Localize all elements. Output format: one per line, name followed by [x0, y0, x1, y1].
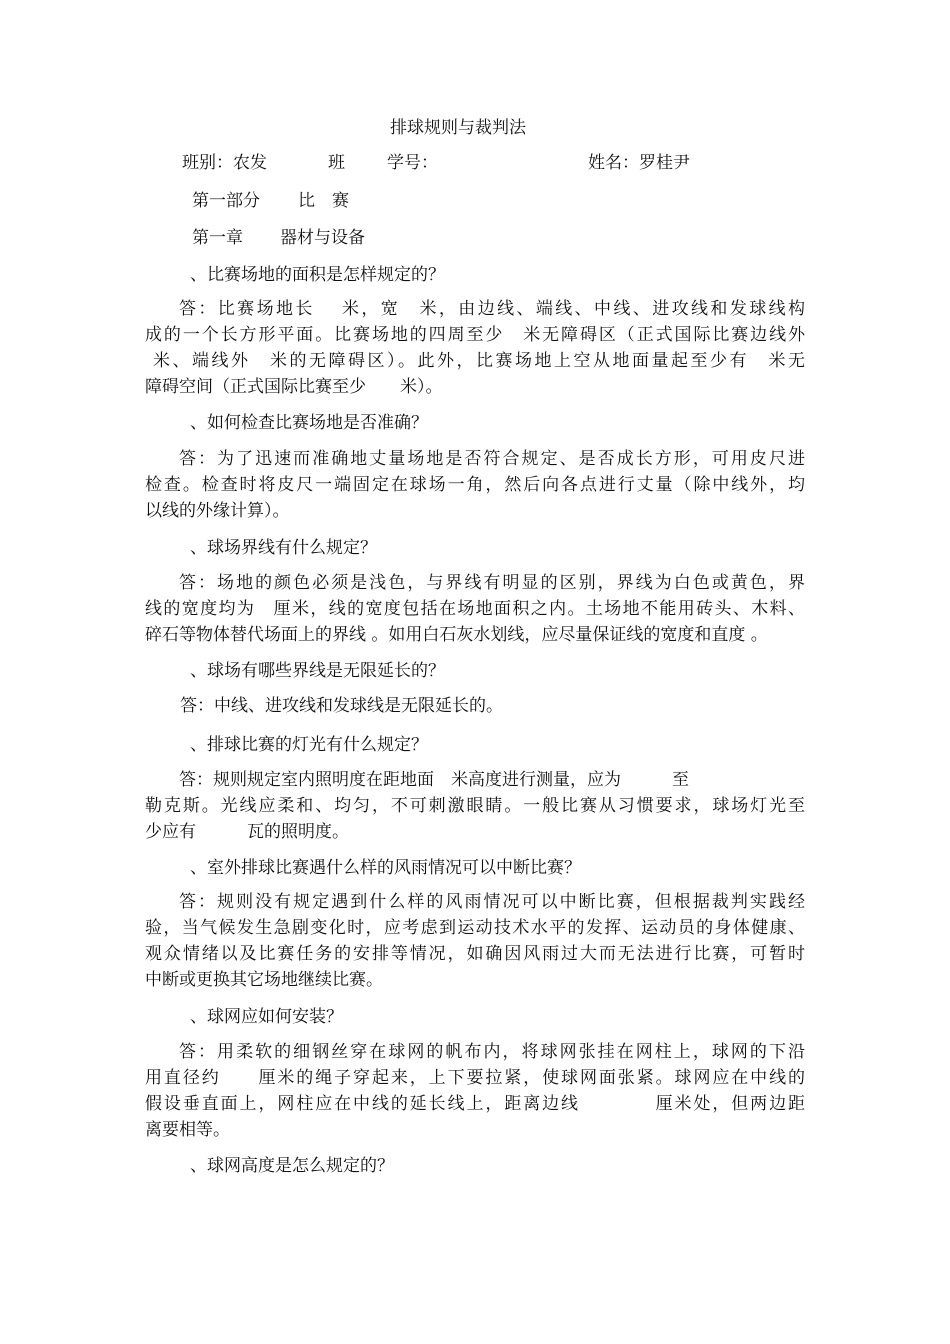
answer-paragraph [145, 570, 805, 648]
answer-line: 答：场地的颜色必须是浅色，与界线有明显的区别，界线为白色或黄色，界 [179, 573, 805, 593]
chapter-name: 器材与设备 [280, 228, 365, 248]
class-suffix: 班 [328, 153, 345, 173]
document-title: 排球规则与裁判法 [390, 118, 526, 138]
student-name: 姓名：罗桂尹 [588, 153, 690, 173]
answer-line: 米、端线外 米的无障碍区）。此外，比赛场地上空从地面量起至少有 米无 [153, 351, 805, 371]
answer-paragraph [145, 767, 805, 845]
chapter-label: 第一章 [192, 228, 243, 248]
question-heading: 、如何检查比赛场地是否准确？ [190, 413, 428, 433]
question-heading: 、球网应如何安装？ [190, 1007, 343, 1027]
question-heading: 、比赛场地的面积是怎样规定的？ [190, 265, 445, 285]
student-number-label: 学号： [387, 153, 438, 173]
question-heading: 、球场有哪些界线是无限延长的？ [190, 661, 445, 681]
answer-line: 答：规则没有规定遇到什么样的风雨情况可以中断比赛，但根据裁判实践经 [179, 892, 805, 912]
answer-line: 观众情绪以及比赛任务的安排等情况，如确因风雨过大而无法进行比赛，可暂时 [145, 944, 805, 964]
answer-line: 答：规则规定室内照明度在距地面 米高度进行测量，应为 至 [179, 770, 689, 790]
question-heading: 、球网高度是怎么规定的？ [190, 1156, 394, 1176]
answer-line: 验，当气候发生急剧变化时，应考虑到运动技术水平的发挥、运动员的身体健康、 [145, 918, 805, 938]
answer-line: 检查。检查时将皮尺一端固定在球场一角，然后向各点进行丈量（除中线外，均 [145, 475, 805, 495]
answer-line: 答：用柔软的细钢丝穿在球网的帆布内，将球网张挂在网柱上，球网的下沿 [179, 1042, 805, 1062]
answer-line: 线的宽度均为 厘米，线的宽度包括在场地面积之内。土场地不能用砖头、木料、 [145, 599, 805, 619]
answer-line: 成的一个长方形平面。比赛场地的四周至少 米无障碍区（正式国际比赛边线外 [145, 325, 805, 345]
question-heading: 、室外排球比赛遇什么样的风雨情况可以中断比赛？ [190, 858, 581, 878]
answer-line: 少应有 瓦的照明度。 [145, 822, 349, 842]
question-heading: 、球场界线有什么规定？ [190, 538, 377, 558]
answer-line: 答：中线、进攻线和发球线是无限延长的。 [180, 696, 503, 716]
answer-line: 勒克斯。光线应柔和、均匀，不可刺激眼睛。一般比赛从习惯要求，球场灯光至 [145, 796, 805, 816]
answer-paragraph [145, 446, 805, 524]
answer-paragraph [145, 296, 805, 400]
part-name: 比 赛 [298, 191, 349, 211]
answer-line: 答：为了迅速而准确地丈量场地是否符合规定、是否成长方形，可用皮尺进 [179, 449, 805, 469]
answer-line: 假设垂直面上，网柱应在中线的延长线上，距离边线 厘米处，但两边距 [145, 1094, 805, 1114]
answer-line: 中断或更换其它场地继续比赛。 [145, 970, 383, 990]
part-label: 第一部分 [192, 191, 260, 211]
answer-line: 答：比赛场地长 米，宽 米，由边线、端线、中线、进攻线和发球线构 [179, 299, 805, 319]
answer-paragraph [145, 1039, 805, 1143]
answer-line: 障碍空间（正式国际比赛至少 米）。 [145, 377, 443, 397]
answer-paragraph [145, 889, 805, 993]
answer-line: 碎石等物体替代场面上的界线 。如用白石灰水划线，应尽量保证线的宽度和直度 。 [145, 625, 768, 645]
answer-line: 用直径约 厘米的绳子穿起来，上下要拉紧，使球网面张紧。球网应在中线的 [145, 1068, 805, 1088]
answer-line: 以线的外缘计算）。 [145, 501, 290, 521]
answer-line: 离要相等。 [145, 1120, 230, 1140]
question-heading: 、排球比赛的灯光有什么规定？ [190, 735, 428, 755]
class-label: 班别：农发 [182, 153, 267, 173]
